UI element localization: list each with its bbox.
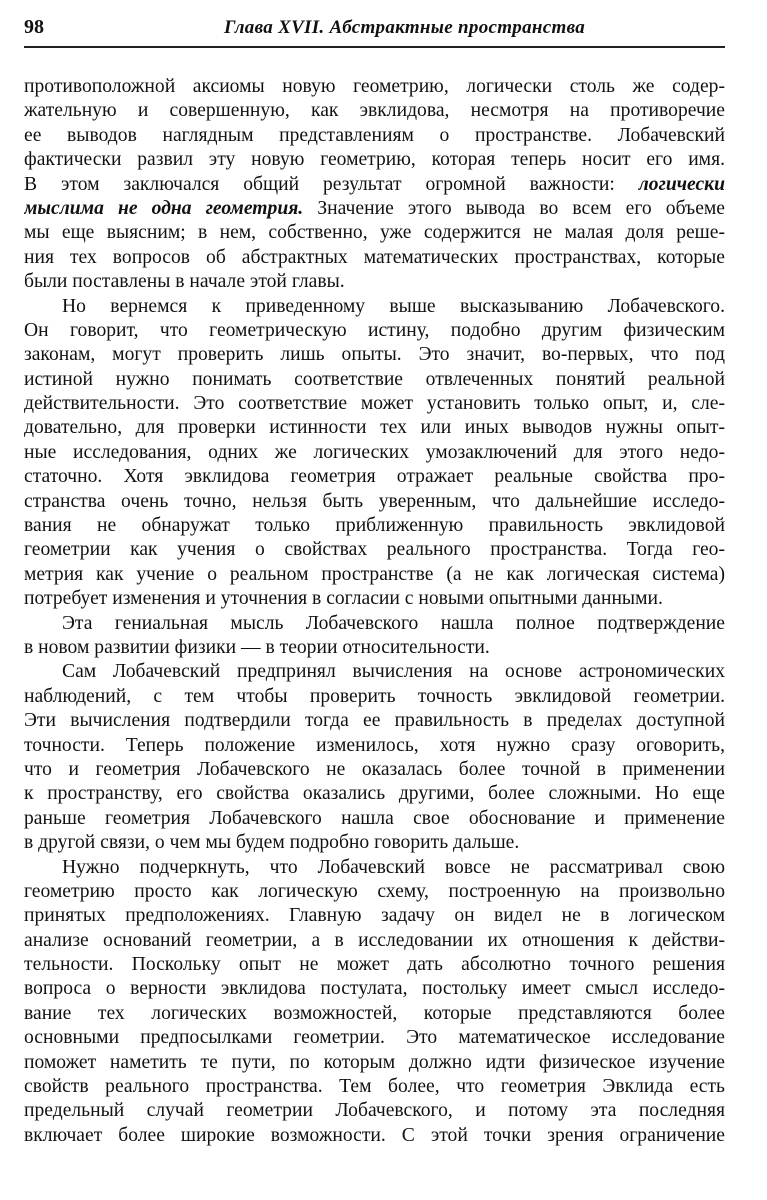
text-line: анализе оснований геометрии, а в исследовании их отношения к действи-: [24, 929, 725, 951]
paragraph-3: [24, 612, 725, 661]
text-line: статочно. Хотя эвклидова геометрия отражает реальные свойства про-: [24, 466, 725, 488]
text-line: довательно, для проверки истинности тех или иных выводов нужны опыт-: [24, 417, 725, 439]
text-line: свойств реального пространства. Тем более, что геометрия Эвклида есть: [24, 1076, 725, 1098]
text-line: противоположной аксиомы новую геометрию, логически столь же содер-: [24, 76, 725, 97]
text-line: предельный случай геометрии Лобачевского, и потому эта последняя: [24, 1100, 725, 1122]
text-line: в новом развитии физики — в теории относительности.: [24, 636, 490, 658]
text-span: Значение этого вывода во всем его объеме: [317, 197, 725, 219]
text-line: включает более широкие возможности. С этой точки зрения ограничение: [24, 1124, 725, 1146]
text-line: Эта гениальная мысль Лобачевского нашла полное подтверждение: [62, 612, 725, 634]
text-line: метрия как учение о реальном пространстве (а не как логическая система): [24, 563, 725, 585]
text-line: Он говорит, что геометрическую истину, подобно другим физическим: [24, 319, 725, 341]
text-line: геометрии как учения о свойствах реального пространства. Тогда гео-: [24, 539, 725, 561]
page-header: [24, 16, 725, 48]
text-line: действительности. Это соответствие может установить только опыт, и, сле-: [24, 393, 725, 415]
text-line: что и геометрия Лобачевского не оказалась более точной в применении: [24, 758, 725, 780]
text-line: Сам Лобачевский предпринял вычисления на основе астрономических: [62, 661, 725, 683]
page-number: 98: [24, 16, 44, 38]
text-line: потребует изменения и уточнения в согласии с новыми опытными данными.: [24, 588, 663, 610]
text-line: законам, могут проверить лишь опыты. Это значит, во-первых, что под: [24, 344, 725, 366]
book-page: [24, 16, 725, 1148]
text-line: ее выводов наглядным представлениям о пространстве. Лобачевский: [24, 124, 725, 146]
text-line: принятых предположениях. Главную задачу он видел не в логическом: [24, 905, 725, 927]
text-line-with-emphasis: [24, 197, 725, 221]
text-line: наблюдений, с тем чтобы проверить точность эвклидовой геометрии.: [24, 685, 725, 707]
text-line: геометрию просто как логическую схему, построенную на произвольно: [24, 880, 725, 902]
paragraph-2: [24, 295, 725, 612]
text-line: Нужно подчеркнуть, что Лобачевский вовсе не рассматривал свою: [62, 856, 725, 878]
text-line: мы еще выясним; в нем, собственно, уже содержится не малая доля реше-: [24, 222, 725, 244]
text-line: Но вернемся к приведенному выше высказыванию Лобачевского.: [62, 295, 725, 317]
text-line: тельности. Поскольку опыт не может дать абсолютно точного решения: [24, 954, 725, 976]
text-line: в другой связи, о чем мы будем подробно говорить дальше.: [24, 832, 520, 854]
paragraph-5: [24, 856, 725, 1149]
text-line: Эти вычисления подтвердили тогда ее правильность в пределах доступной: [24, 710, 725, 732]
text-line: точности. Теперь положение изменилось, хотя нужно сразу оговорить,: [24, 734, 725, 756]
text-line: были поставлены в начале этой главы.: [24, 271, 345, 293]
text-line-with-emphasis: [24, 173, 725, 197]
text-line: фактически развил эту новую геометрию, которая теперь носит его имя.: [24, 149, 725, 171]
text-span: В этом заключался общий результат огромной важности:: [24, 173, 615, 195]
text-line: вание тех логических возможностей, которые представляются более: [24, 1002, 725, 1024]
text-line: истиной нужно понимать соответствие отвлеченных понятий реальной: [24, 368, 725, 390]
text-line: раньше геометрия Лобачевского нашла свое обоснование и применение: [24, 807, 725, 829]
emphasis: мыслима не одна геометрия.: [24, 197, 304, 219]
text-line: основными предпосылками геометрии. Это математическое исследование: [24, 1027, 725, 1049]
text-line: поможет наметить те пути, по которым должно идти физическое изучение: [24, 1051, 725, 1073]
text-line: вания не обнаружат только приближенную правильность эвклидовой: [24, 515, 725, 537]
running-head: Глава XVII. Абстрактные пространства: [223, 17, 586, 38]
text-line: ные исследования, одних же логических умозаключений для этого недо-: [24, 441, 725, 463]
paragraph-4: [24, 660, 725, 855]
text-line: ния тех вопросов об абстрактных математических пространствах, которые: [24, 246, 725, 268]
text-line: к пространству, его свойства оказались другими, более сложными. Но еще: [24, 783, 725, 805]
paragraph-1: [24, 75, 725, 295]
text-line: странства очень точно, нельзя быть уверенным, что дальнейшие исследо-: [24, 490, 725, 512]
emphasis: логически: [638, 173, 725, 195]
text-line: жательную и совершенную, как эвклидова, несмотря на противоречие: [24, 100, 725, 122]
text-line: вопроса о верности эвклидова постулата, постольку имеет смысл исследо-: [24, 978, 725, 1000]
